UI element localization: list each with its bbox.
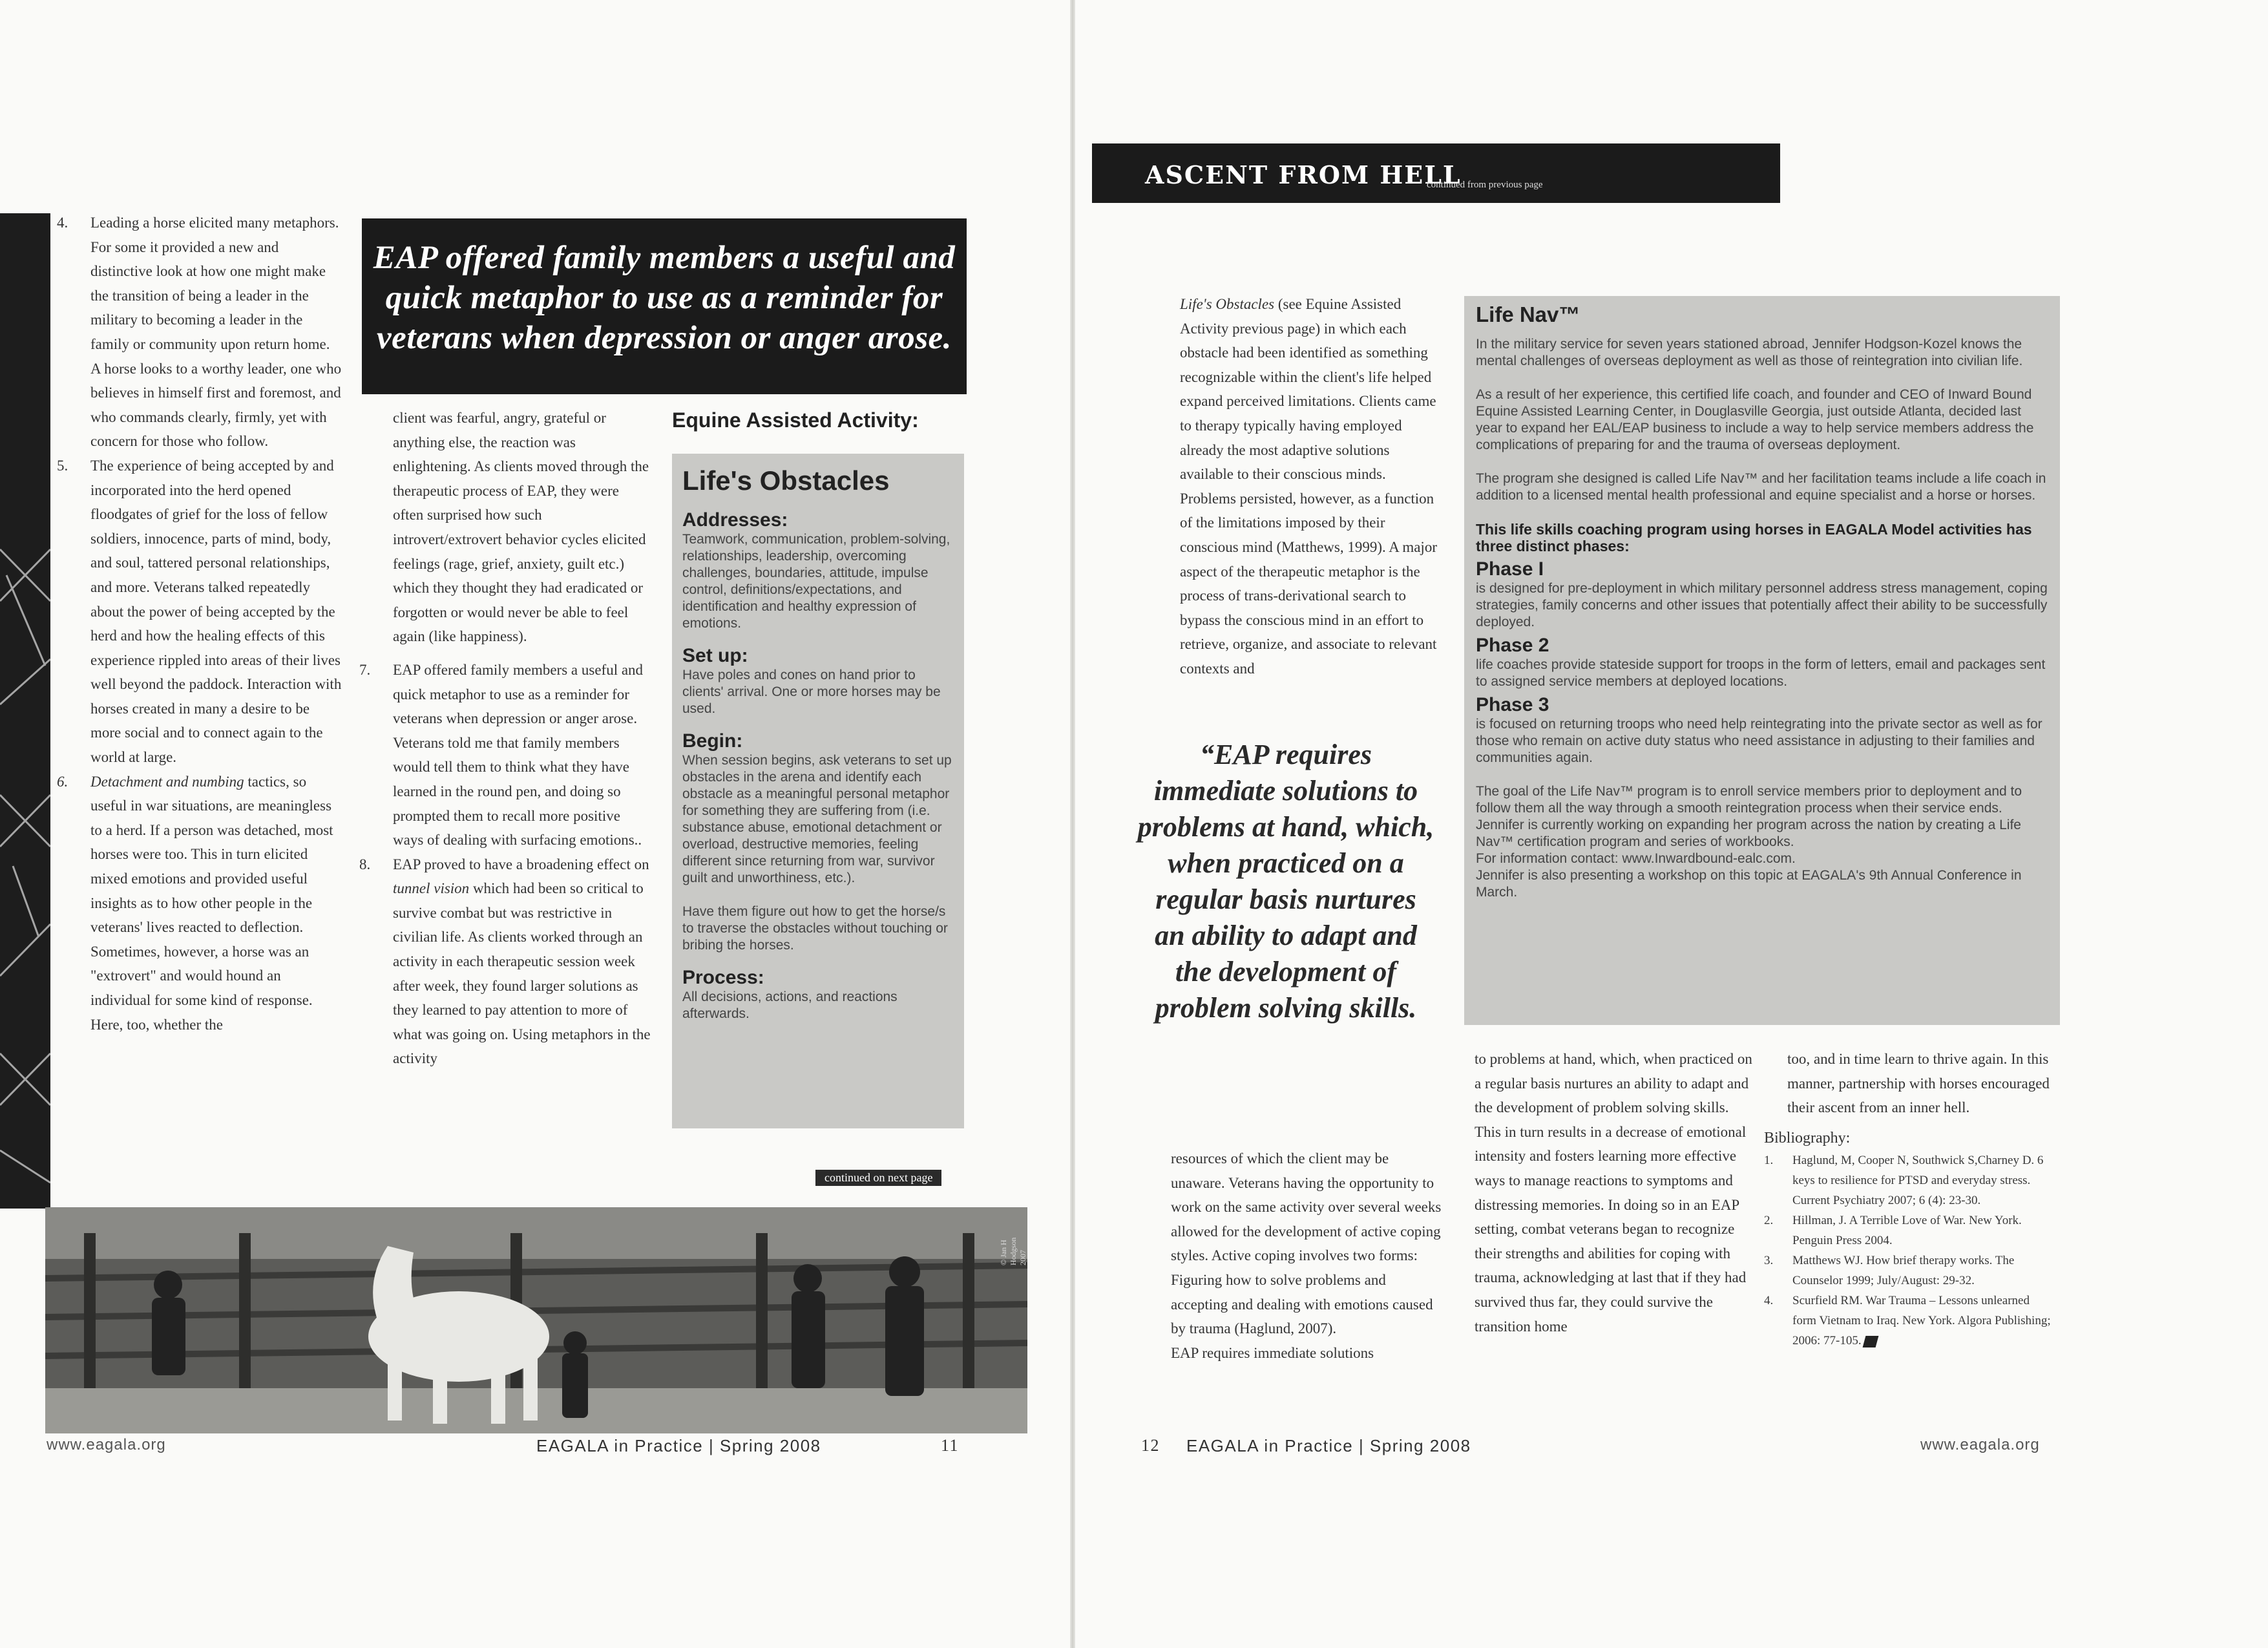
process-label: Process:	[682, 967, 764, 988]
numbered-list	[57, 211, 342, 1037]
item-text: Haglund, M, Cooper N, Southwick S,Charney D. 6 keys to resilience for PTSD and everyday stress. Current Psychiatry 2007; 6 (4): 23-30.	[1792, 1154, 2044, 1208]
item-text: Hillman, J. A Terrible Love of War. New York. Penguin Press 2004.	[1792, 1214, 2022, 1248]
item-text: EAP offered family members a useful and quick metaphor to use as a reminder for veterans when depression or anger arose. Veterans told me that family members would tell them to think what they have learned in the round pen, and doing so prompted them to recall more positive ways of dealing with surfacing emotions..	[393, 661, 644, 849]
bibliography-item	[1764, 1291, 2056, 1351]
item-number: 7.	[359, 661, 371, 678]
page-number: 11	[941, 1436, 960, 1455]
paragraph: to problems at hand, which, when practiced on a regular basis nurtures an ability to adapt and the development of problem solving skills. This in turn results in a decrease of emotional intensity and fosters learning more effective ways to manage reactions to symptoms and distressing memories. In doing so in an EAP setting, combat veterans began to recognize their strengths and abilities for coping with trauma, acknowledging at last that if they had survived thus far, they could survive the transition home	[1475, 1051, 1752, 1335]
article-header	[1092, 143, 1780, 203]
item-text: Scurfield RM. War Trauma – Lessons unlearned form Vietnam to Iraq. New York. Algora Publishing; 2006: 77-105.	[1792, 1294, 2051, 1348]
addresses-text: Teamwork, communication, problem-solving, relationships, leadership, overcoming challenges, boundaries, attitude, impulse control, definitions/expectations, and identification and healthy expression of emotions.	[682, 532, 950, 631]
paragraph-text: (see Equine Assisted Activity previous page) in which each obstacle had been identified as something recognizable within the client's life helped expand perceived limitations. Clients came to therapy typically having employed already the most adaptive solutions available to their conscious minds. Problems persisted, however, as a function of the limitations imposed by their conscious mind (Matthews, 1999). A major aspect of the therapeutic metaphor is the process of trans-derivational search to bypass the conscious mind in an effort to retrieve, organize, and associate to relevant contexts and	[1180, 296, 1437, 677]
left-column-1	[57, 211, 342, 1037]
right-column-1	[1180, 292, 1440, 681]
item-text: The experience of being accepted by and incorporated into the herd opened floodgates of grief for the loss of fellow soldiers, innocence, parts of mind, body, and soul, tattered personal relationships, and more. Veterans talked repeatedly about the power of being accepted by the herd and how the healing effects of this experience rippled into areas of their lives well beyond the paddock. Interaction with horses created in many a desire to be more social and to connect again to the world at large.	[90, 457, 342, 766]
bibliography-item	[1764, 1251, 2056, 1291]
pull-quote-text: EAP offered family members a useful and quick metaphor to use as a reminder for veterans when depression or anger arose.	[373, 240, 956, 356]
list-item	[57, 770, 342, 1037]
lifenav-contact: For information contact: www.Inwardbound-ealc.com.	[1476, 851, 1796, 866]
phase2-text: life coaches provide stateside support for troops in the form of letters, email and packages sent to assigned service members at deployed locations.	[1476, 657, 2046, 689]
page-number: 12	[1141, 1436, 1160, 1455]
item-italic-text: tunnel vision	[393, 880, 470, 897]
lifenav-paragraph: Jennifer is also presenting a workshop on this topic at EAGALA's 9th Annual Conference in March.	[1476, 868, 2022, 900]
left-column-2	[359, 406, 651, 1071]
setup-text: Have poles and cones on hand prior to clients' arrival. One or more horses may be used.	[682, 668, 941, 716]
paragraph: EAP requires immediate solutions	[1171, 1344, 1374, 1361]
activity-title: Life's Obstacles	[682, 465, 890, 496]
end-mark-icon	[1863, 1336, 1879, 1347]
article-title: ASCENT FROM HELL	[1145, 160, 1462, 189]
phase3-text: is focused on returning troops who need help reintegrating into the private sector as well as for those who remain on active duty status who need assistance in adjusting to their families and communities again.	[1476, 717, 2042, 765]
continued-tag: continued on next page	[815, 1170, 941, 1186]
bibliography-list	[1764, 1150, 2056, 1351]
bibliography-item	[1764, 1150, 2056, 1210]
horse-photo	[45, 1207, 1027, 1433]
begin-label: Begin:	[682, 730, 743, 752]
item-italic-text: Detachment and numbing	[90, 773, 244, 790]
item-number: 4.	[1764, 1294, 1774, 1308]
footer-url: www.eagala.org	[1920, 1436, 2040, 1453]
pull-quote: “EAP requires immediate solutions to problems at hand, which, when practiced on a regular basis nurtures an ability to adapt and the development of problem solving skills.	[1137, 739, 1434, 1024]
item-number: 6.	[57, 773, 68, 790]
lifenav-paragraph: The goal of the Life Nav™ program is to enroll service members prior to deployment and to follow them all the way through a smooth reintegration process when their service ends. Jennifer is currently working on expanding her program across the nation by creating a Life Nav™ certification program and series of workbooks.	[1476, 784, 2022, 849]
setup-label: Set up:	[682, 645, 748, 666]
addresses-label: Addresses:	[682, 509, 788, 531]
lifenav-paragraph: The program she designed is called Life Nav™ and her facilitation teams include a life coach in addition to a licensed mental health professional and equine specialist and a horse or horses.	[1476, 471, 2046, 503]
phase1-label: Phase I	[1476, 558, 1544, 580]
footer-title: EAGALA in Practice | Spring 2008	[1186, 1436, 1471, 1455]
item-text: Leading a horse elicited many metaphors. For some it provided a new and distinctive look at how one might make the transition of being a leader in the military to becoming a leader in the family or community upon return home. A horse looks to a worthy leader, one who believes in himself first and foremost, and who commands clearly, firmly, yet with concern for those who follow.	[90, 215, 342, 450]
process-text: All decisions, actions, and reactions afterwards.	[682, 989, 898, 1021]
lifenav-phases-intro: This life skills coaching program using horses in EAGALA Model activities has three distinct phases:	[1476, 521, 2032, 555]
horse-photo-image	[45, 1207, 1027, 1433]
photo-credit: © Jan H Hodgson 2007	[999, 1237, 1027, 1265]
paragraph: client was fearful, angry, grateful or anything else, the reaction was enlightening. As clients moved through the therapeutic process of EAP, they were often surprised how such introvert/extrovert behavior cycles elicited feelings (rage, grief, anxiety, guilt etc.) which they thought they had eradicated or forgotten or would never be able to feel again (like happiness).	[393, 410, 649, 645]
item-number: 8.	[359, 856, 371, 872]
list-item	[57, 211, 342, 454]
begin-text-2: Have them figure out how to get the horse/s to traverse the obstacles without touching or bribing the horses.	[682, 904, 948, 953]
continued-from-label: continued from previous page	[1427, 180, 1543, 190]
paragraph	[1180, 292, 1440, 681]
paragraph: resources of which the client may be unaware. Veterans having the opportunity to work on the same activity over several weeks allowed for the development of active coping styles. Active coping involves two forms: Figuring how to solve problems and accepting and dealing with emotions caused by trauma (Haglund, 2007).	[1171, 1150, 1442, 1337]
phase2-label: Phase 2	[1476, 635, 1549, 656]
right-column-1b	[1171, 1146, 1442, 1365]
item-number: 2.	[1764, 1214, 1774, 1228]
decorative-pattern-icon	[0, 213, 50, 1209]
right-column-3	[1764, 1047, 2056, 1351]
list-item	[359, 852, 651, 1071]
bibliography-title: Bibliography:	[1764, 1129, 1851, 1146]
lifenav-paragraph: As a result of her experience, this certified life coach, and founder and CEO of Inward Bound Equine Assisted Learning Center, in Douglasville Georgia, just outside Atlanta, decided last year to expand her EAL/EAP business to include a way to help service members address the complications of preparing for and the trauma of overseas deployment.	[1476, 387, 2034, 452]
item-number: 4.	[57, 215, 68, 231]
italic-title: Life's Obstacles	[1180, 296, 1275, 312]
pull-quote-dark	[362, 218, 967, 394]
item-text: tactics, so useful in war situations, are meaningless to a herd. If a person was detached, most horses were too. This in turn elicited mixed emotions and provided useful insights as to how other people in the veterans' lives reacted to deflection. Sometimes, however, a horse was an "extrovert" and would hound an individual for some kind of response. Here, too, whether the	[90, 773, 333, 1033]
phase1-text: is designed for pre-deployment in which military personnel address stress management, coping strategies, family concerns and other issues that potentially affect their ability to be successfully deployed.	[1476, 581, 2048, 629]
item-number: 5.	[57, 457, 68, 474]
list-item	[359, 658, 651, 852]
page-gutter	[1070, 0, 1075, 1648]
item-text: EAP proved to have a broadening effect on	[393, 856, 649, 872]
right-column-2	[1475, 1047, 1758, 1338]
begin-text: When session begins, ask veterans to set up obstacles in the arena and identify each obstacle as a meaningful personal metaphor for something they are suffering from (i.e. substance abuse, emotional detachment or overload, destructive memories, feeling different since returning from war, survivor guilt and unworthiness, etc.).	[682, 753, 952, 885]
lifenav-box	[1464, 296, 2060, 1025]
item-number: 3.	[1764, 1254, 1774, 1268]
numbered-list	[359, 658, 651, 1071]
item-text: which had been so critical to survive combat but was restrictive in civilian life. As clients worked through an activity in each therapeutic session week after week, they found larger solutions as they learned to pay attention to more of what was going on. Using metaphors in the activity	[393, 880, 651, 1067]
bibliography-item	[1764, 1210, 2056, 1251]
activity-heading: Equine Assisted Activity:	[672, 408, 919, 432]
decorative-strip	[0, 213, 50, 1209]
paragraph: too, and in time learn to thrive again. In this manner, partnership with horses encouraged their ascent from an inner hell.	[1787, 1051, 2050, 1116]
item-text: Matthews WJ. How brief therapy works. The Counselor 1999; July/August: 29-32.	[1792, 1254, 2015, 1288]
list-item	[57, 454, 342, 770]
footer-title: EAGALA in Practice | Spring 2008	[536, 1436, 821, 1455]
footer-url: www.eagala.org	[47, 1436, 166, 1453]
activity-box	[672, 454, 964, 1128]
left-page	[0, 0, 1073, 1648]
lifenav-paragraph: In the military service for seven years stationed abroad, Jennifer Hodgson-Kozel knows the mental challenges of overseas deployment as well as those of reintegration into civilian life.	[1476, 337, 2023, 368]
lifenav-title: Life Nav™	[1476, 302, 1580, 326]
item-number: 1.	[1764, 1154, 1774, 1168]
phase3-label: Phase 3	[1476, 694, 1549, 715]
